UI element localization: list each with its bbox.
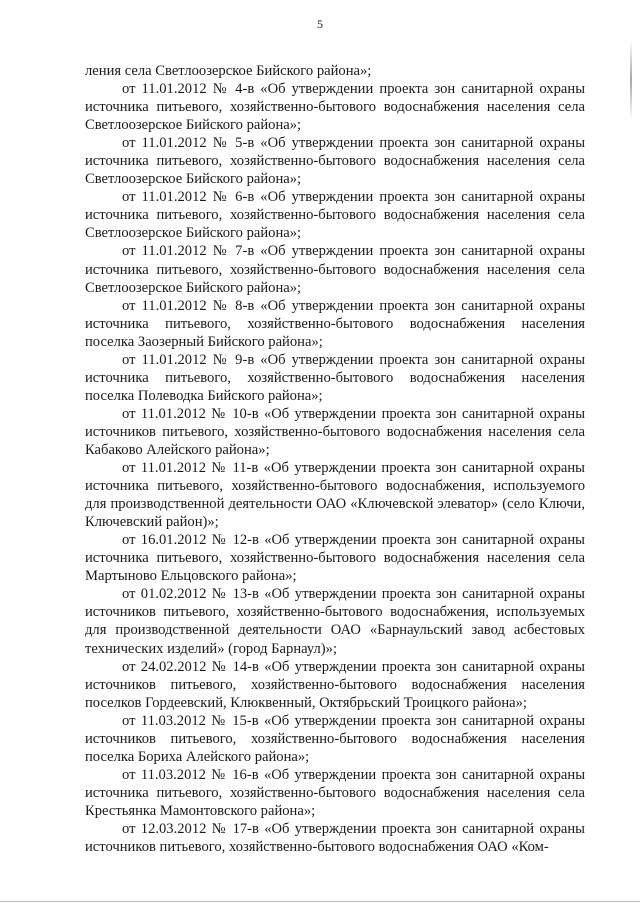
decree-entry-9: от 11.01.2012 № 9-в «Об утверждении проекта зон санитарной охраны источника питьевого, хозяйственно-бытового водоснабжения населения поселка Полеводка Бийского района»; [85, 351, 585, 404]
decree-entry-16: от 11.03.2012 № 16-в «Об утверждении проекта зон санитарной охраны источника питьевого, хозяйственно-бытового водоснабжения населения села Крестьянка Мамонтовского района»; [85, 766, 585, 819]
decree-entry-14: от 24.02.2012 № 14-в «Об утверждении проекта зон санитарной охраны источников питьевого, хозяйственно-бытового водоснабжения населения поселков Гордеевский, Клюквенный, Октябрьский Троицкого района»; [85, 658, 585, 711]
decree-entry-10: от 11.01.2012 № 10-в «Об утверждении проекта зон санитарной охраны источников питьевого, хозяйственно-бытового водоснабжения населения села Кабаково Алейского района»; [85, 405, 585, 458]
page-number: 5 [317, 17, 323, 31]
document-body [85, 62, 585, 856]
decree-entry-12: от 16.01.2012 № 12-в «Об утверждении проекта зон санитарной охраны источника питьевого, хозяйственно-бытового водоснабжения населения села Мартыново Ельцовского района»; [85, 532, 585, 585]
decree-entry-4: от 11.01.2012 № 4-в «Об утверждении проекта зон санитарной охраны источника питьевого, хозяйственно-бытового водоснабжения населения села Светлоозерское Бийского района»; [85, 81, 585, 134]
decree-entry-8: от 11.01.2012 № 8-в «Об утверждении проекта зон санитарной охраны источника питьевого, хозяйственно-бытового водоснабжения населения поселка Заозерный Бийского района»; [85, 297, 585, 350]
decree-entry-6: от 11.01.2012 № 6-в «Об утверждении проекта зон санитарной охраны источника питьевого, хозяйственно-бытового водоснабжения населения села Светлоозерское Бийского района»; [85, 189, 585, 242]
decree-entry-11: от 11.01.2012 № 11-в «Об утверждении проекта зон санитарной охраны источника питьевого, хозяйственно-бытового водоснабжения, используемого для производственной деятельности ОАО «Ключевской элеватор» (село Ключи, Ключевский район)»; [85, 460, 585, 531]
decree-entry-13: от 01.02.2012 № 13-в «Об утверждении проекта зон санитарной охраны источников питьевого, хозяйственно-бытового водоснабжения, используемых для производственной деятельности ОАО «Барнаульский завод асбестовых технических изделий» (город Барнаул)»; [85, 586, 585, 657]
page-bottom-edge [0, 901, 640, 902]
decree-entry-15: от 11.03.2012 № 15-в «Об утверждении проекта зон санитарной охраны источников питьевого, хозяйственно-бытового водоснабжения населения поселка Бориха Алейского района»; [85, 712, 585, 765]
decree-entry-7: от 11.01.2012 № 7-в «Об утверждении проекта зон санитарной охраны источника питьевого, хозяйственно-бытового водоснабжения населения села Светлоозерское Бийского района»; [85, 243, 585, 296]
entry-continuation: ления села Светлоозерское Бийского района»; [85, 63, 372, 79]
decree-entry-17: от 12.03.2012 № 17-в «Об утверждении проекта зон санитарной охраны источников питьевого, хозяйственно-бытового водоснабжения ОАО «Ком- [85, 820, 585, 856]
decree-entry-5: от 11.01.2012 № 5-в «Об утверждении проекта зон санитарной охраны источника питьевого, хозяйственно-бытового водоснабжения населения села Светлоозерское Бийского района»; [85, 135, 585, 188]
scan-edge-artifact [630, 40, 632, 120]
